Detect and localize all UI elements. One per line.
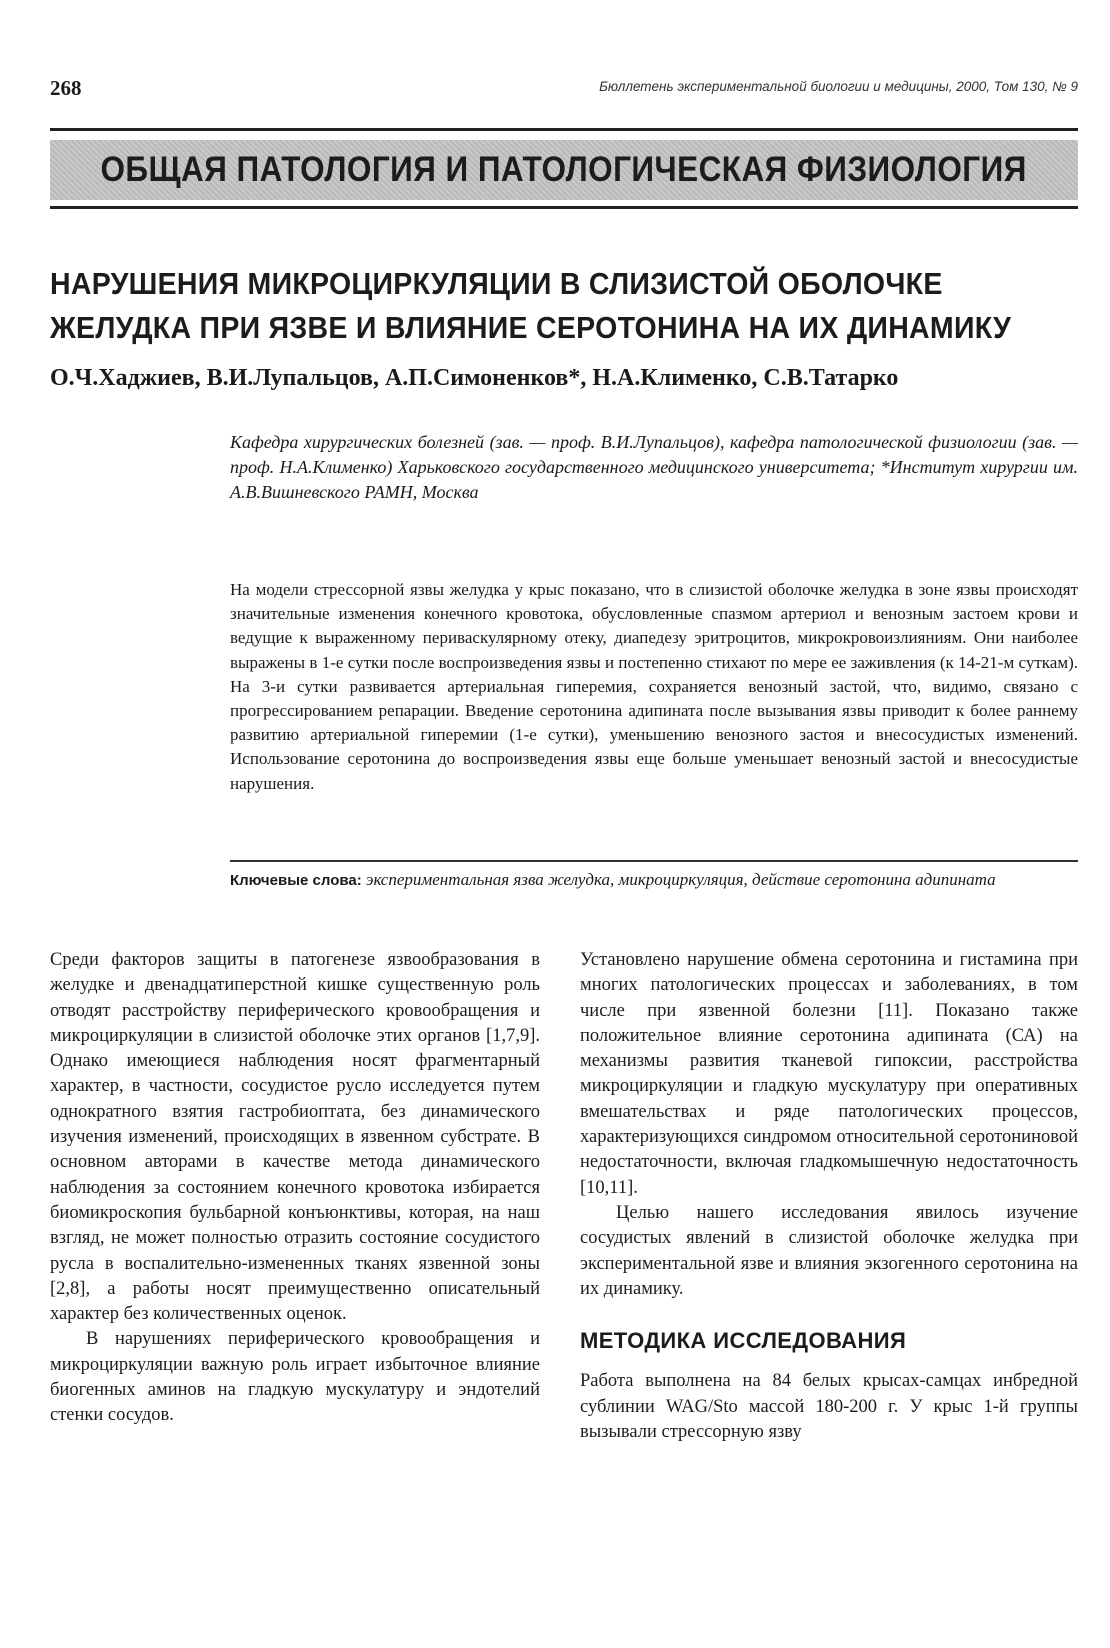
authors: О.Ч.Хаджиев, В.И.Лупальцов, А.П.Симоненков*, Н.А.Клименко, С.В.Татарко	[50, 365, 899, 391]
section-title: ОБЩАЯ ПАТОЛОГИЯ И ПАТОЛОГИЧЕСКАЯ ФИЗИОЛОГИЯ	[100, 150, 1028, 189]
abstract-rule	[230, 860, 1078, 862]
affiliation: Кафедра хирургических болезней (зав. — проф. В.И.Лупальцов), кафедра патологической физиологии (зав. — проф. Н.А.Клименко) Харьковского государственного медицинского университета; *Институт хирургии им. А.В.Вишневского РАМН, Москва	[230, 432, 1078, 502]
methods-heading: МЕТОДИКА ИССЛЕДОВАНИЯ	[580, 1328, 907, 1354]
page-number: 268	[50, 76, 82, 100]
article-title-line-1: НАРУШЕНИЯ МИКРОЦИРКУЛЯЦИИ В СЛИЗИСТОЙ ОБОЛОЧКЕ	[50, 266, 943, 301]
body-column-left	[50, 948, 540, 1429]
body-paragraph: Установлено нарушение обмена серотонина и гистамина при многих патологических процессах и заболеваниях, в том числе при язвенной болезни [11]. Показано также положительное влияние серотонина адипината (СА) на механизмы развития тканевой гипоксии, расстройства микроциркуляции и гладкую мускулатуру при оперативных вмешательствах и ряде патологических процессов, характеризующихся синдромом относительной серотониновой недостаточности, включая гладкомышечную недостаточность [10,11].	[580, 950, 1078, 1198]
keywords-text: экспериментальная язва желудка, микроциркуляция, действие серотонина адипината	[365, 870, 996, 889]
header-rule	[50, 128, 1078, 131]
body-column-right	[580, 948, 1078, 1445]
body-paragraph: Целью нашего исследования явилось изучение сосудистых явлений в слизистой оболочке желудка при экспериментальной язве и влияния экзогенного серотонина на их динамику.	[580, 1202, 1078, 1299]
body-paragraph: Среди факторов защиты в патогенезе язвообразования в желудке и двенадцатиперстной кишке существенную роль отводят расстройству периферического кровообращения и микроциркуляции в слизистой оболочке этих органов [1,7,9]. Однако имеющиеся наблюдения носят фрагментарный характер, в частности, сосудистое русло исследуется путем однократного взятия гастробиоптата, без динамического изучения изменений, происходящих в язвенном субстрате. В основном авторами в качестве метода динамического наблюдения за состоянием конечного кровотока избирается биомикроскопия бульбарной конъюнктивы, которая, на наш взгляд, не может полностью отразить состояние сосудистого русла в воспалительно-измененных тканях язвенной зоны [2,8], а работы носят преимущественно описательный характер без количественных оценок.	[50, 950, 540, 1325]
body-paragraph: Работа выполнена на 84 белых крысах-самцах инбредной сублинии WAG/Sto массой 180-200 г. У крыс 1-й группы вызывали стрессорную язву	[580, 1371, 1078, 1443]
abstract: На модели стрессорной язвы желудка у крыс показано, что в слизистой оболочке желудка в зоне язвы происходят значительные изменения конечного кровотока, обусловленные спазмом артериол и венозным застоем крови и ведущие к выраженному периваскулярному отеку, диапедезу эритроцитов, микрокровоизлияниям. Они наиболее выражены в 1-е сутки после воспроизведения язвы и постепенно стихают по мере ее заживления (к 14-21-м суткам). На 3-и сутки развивается артериальная гиперемия, сохраняется венозный застой, что, видимо, связано с прогрессированием репарации. Введение серотонина адипината после вызывания язвы приводит к более раннему развитию артериальной гиперемии (1-е сутки), уменьшению венозного застоя и внесосудистых изменений. Использование серотонина до воспроизведения язвы еще больше уменьшает венозный застой и внесосудистые нарушения.	[230, 580, 1078, 793]
keywords-label: Ключевые слова:	[230, 872, 362, 889]
keywords	[230, 868, 1078, 893]
body-paragraph: В нарушениях периферического кровообращения и микроциркуляции важную роль играет избыточное влияние биогенных аминов на гладкую мускулатуру и эндотелий стенки сосудов.	[50, 1329, 540, 1426]
section-band	[50, 140, 1078, 200]
article-title-line-2: ЖЕЛУДКА ПРИ ЯЗВЕ И ВЛИЯНИЕ СЕРОТОНИНА НА ИХ ДИНАМИКУ	[50, 310, 1012, 345]
section-rule	[50, 206, 1078, 209]
journal-header: Бюллетень экспериментальной биологии и медицины, 2000, Том 130, № 9	[599, 79, 1078, 94]
